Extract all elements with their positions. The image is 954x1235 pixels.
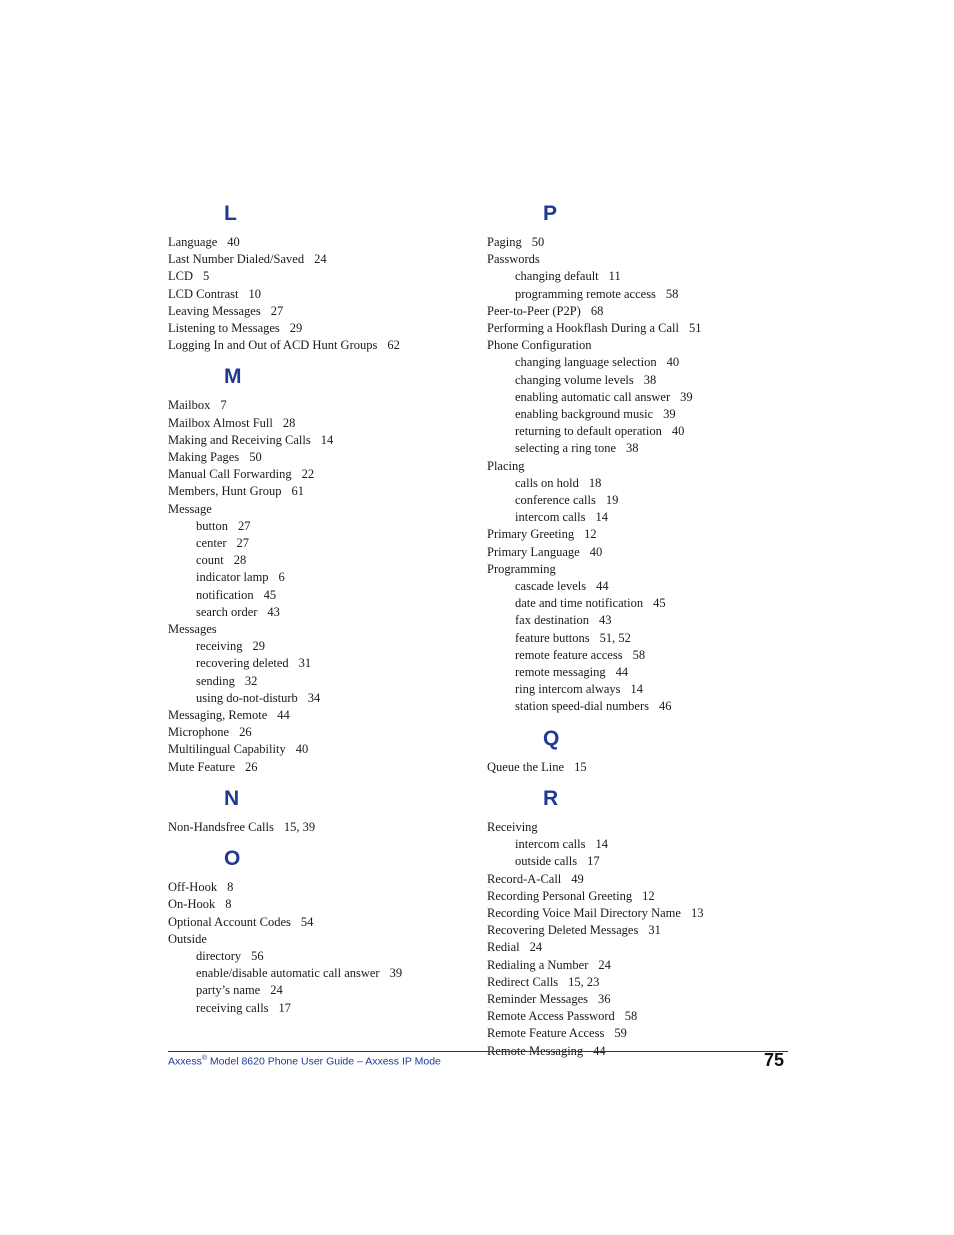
index-page-ref: 13 — [690, 905, 704, 920]
index-term: count — [196, 553, 224, 568]
index-term: indicator lamp — [196, 570, 269, 585]
index-term: Primary Greeting — [487, 527, 575, 542]
index-subentry — [487, 612, 807, 629]
index-term: receiving calls — [196, 1000, 269, 1015]
footer-guide-title: Model 8620 Phone User Guide – Axxess IP Mode — [207, 1055, 441, 1068]
index-term: using do-not-disturb — [196, 690, 298, 705]
index-page-ref: 26 — [239, 725, 252, 740]
index-page-ref: 40 — [589, 544, 603, 559]
index-page-ref: 44 — [277, 708, 290, 723]
index-term: Programming — [487, 561, 556, 576]
index-page-ref: 15, 23 — [568, 974, 600, 989]
index-page-ref: 27 — [270, 303, 284, 318]
index-term: fax destination — [515, 613, 589, 628]
index-page-ref: 46 — [659, 699, 672, 714]
index-term: Mailbox Almost Full — [168, 415, 273, 430]
index-term: Optional Account Codes — [168, 914, 291, 929]
index-page-ref: 14 — [595, 510, 608, 525]
index-entry — [487, 991, 807, 1008]
index-term: enabling automatic call answer — [515, 389, 671, 404]
index-page-ref: 15, 39 — [283, 819, 316, 834]
index-entry — [487, 905, 807, 922]
index-page-ref: 40 — [666, 355, 680, 370]
index-term: ring intercom always — [515, 682, 621, 697]
index-term: remote feature access — [515, 647, 623, 662]
index-page-ref: 22 — [301, 467, 315, 482]
index-term: Redirect Calls — [487, 974, 559, 989]
index-entry — [487, 458, 807, 475]
index-subentry — [168, 965, 478, 982]
index-page-ref: 43 — [267, 604, 280, 619]
footer-brand: Axxess — [168, 1055, 202, 1068]
index-page-ref: 8 — [225, 897, 232, 912]
index-subentry — [487, 268, 807, 285]
index-term: Receiving — [487, 819, 538, 834]
index-term: Messaging, Remote — [168, 708, 268, 723]
index-page-ref: 5 — [203, 269, 210, 284]
index-entry — [168, 466, 478, 483]
index-page-ref: 31 — [298, 656, 312, 671]
index-page-ref: 32 — [244, 673, 258, 688]
index-term: changing volume levels — [515, 372, 634, 387]
index-page-ref: 7 — [220, 398, 227, 413]
index-entry — [168, 914, 478, 931]
index-subentry — [487, 509, 807, 526]
index-subentry — [487, 647, 807, 664]
index-subentry — [487, 440, 807, 457]
index-section-r — [487, 785, 807, 1060]
index-term: Redialing a Number — [487, 957, 589, 972]
index-page-ref: 12 — [584, 527, 597, 542]
index-entry — [168, 741, 478, 758]
index-subentry — [487, 389, 807, 406]
index-entry — [487, 303, 807, 320]
index-subentry — [487, 681, 807, 698]
index-term: Peer-to-Peer (P2P) — [487, 303, 581, 318]
index-subentry — [487, 853, 807, 870]
index-term: button — [196, 518, 228, 533]
footer-rule — [168, 1051, 788, 1052]
index-page-ref: 36 — [598, 991, 611, 1006]
index-term: Phone Configuration — [487, 338, 592, 353]
index-entry — [487, 939, 807, 956]
index-page-ref: 45 — [653, 596, 666, 611]
index-term: Mute Feature — [168, 759, 235, 774]
index-page-ref: 62 — [387, 338, 400, 353]
index-subentry — [487, 372, 807, 389]
index-page-ref: 54 — [300, 914, 314, 929]
index-page-ref: 27 — [236, 536, 250, 551]
index-entry — [487, 561, 807, 578]
index-entry — [168, 415, 478, 432]
index-term: recovering deleted — [196, 656, 289, 671]
index-letter-heading: M — [224, 365, 242, 389]
index-term: enabling background music — [515, 407, 654, 422]
index-entry — [168, 320, 478, 337]
index-term: directory — [196, 948, 242, 963]
index-entry — [168, 501, 478, 518]
index-entry — [168, 286, 478, 303]
index-entry — [487, 759, 807, 776]
index-page-ref: 58 — [632, 647, 646, 662]
index-term: Logging In and Out of ACD Hunt Groups — [168, 338, 378, 353]
index-entry — [487, 974, 807, 991]
index-page-ref: 24 — [598, 957, 611, 972]
index-subentry — [487, 492, 807, 509]
index-term: Queue the Line — [487, 759, 565, 774]
index-subentry — [168, 948, 478, 965]
index-page-ref: 19 — [605, 493, 619, 508]
index-entry — [487, 1008, 807, 1025]
index-term: Redial — [487, 940, 520, 955]
index-page-ref: 56 — [251, 948, 264, 963]
index-page-ref: 51 — [688, 321, 702, 336]
index-page-ref: 8 — [227, 880, 234, 895]
index-subentry — [168, 638, 478, 655]
index-term: Mailbox — [168, 398, 211, 413]
index-page-ref: 39 — [663, 407, 676, 422]
index-term: enable/disable automatic call answer — [196, 966, 380, 981]
index-term: Non-Handsfree Calls — [168, 819, 274, 834]
index-page-ref: 38 — [643, 372, 657, 387]
index-term: LCD — [168, 269, 193, 284]
index-page-ref: 34 — [307, 690, 321, 705]
index-page-ref: 14 — [320, 432, 334, 447]
index-term: Microphone — [168, 725, 230, 740]
index-page-ref: 59 — [614, 1026, 627, 1041]
index-entry — [487, 957, 807, 974]
index-section-p — [487, 200, 807, 716]
index-letter-heading: N — [224, 786, 240, 810]
index-subentry — [168, 604, 478, 621]
index-page-ref: 51, 52 — [599, 630, 631, 645]
index-term: returning to default operation — [515, 424, 662, 439]
index-entry — [487, 320, 807, 337]
index-term: Manual Call Forwarding — [168, 467, 292, 482]
index-page-ref: 18 — [588, 475, 602, 490]
index-subentry — [487, 698, 807, 715]
index-entry — [487, 234, 807, 251]
index-term: Placing — [487, 458, 525, 473]
index-term: Remote Access Password — [487, 1009, 615, 1024]
index-entry — [168, 268, 478, 285]
index-subentry — [168, 673, 478, 690]
index-entry — [168, 759, 478, 776]
index-entry — [168, 397, 478, 414]
index-term: Outside — [168, 931, 207, 946]
index-term: intercom calls — [515, 510, 586, 525]
index-subentry — [487, 475, 807, 492]
index-term: changing language selection — [515, 355, 657, 370]
index-letter-heading: P — [543, 202, 558, 225]
index-term: remote messaging — [515, 665, 606, 680]
index-term: Leaving Messages — [168, 303, 261, 318]
index-subentry — [168, 552, 478, 569]
index-page-ref: 68 — [590, 303, 604, 318]
index-term: sending — [196, 673, 235, 688]
index-term: Language — [168, 235, 218, 249]
index-term: Reminder Messages — [487, 991, 589, 1006]
index-subentry — [487, 664, 807, 681]
index-page-ref: 28 — [233, 553, 247, 568]
index-term: selecting a ring tone — [515, 441, 617, 456]
index-page-ref: 28 — [282, 415, 296, 430]
index-term: Making Pages — [168, 450, 240, 465]
index-entry — [487, 526, 807, 543]
index-page-ref: 11 — [608, 269, 621, 284]
index-page-ref: 39 — [680, 389, 693, 404]
index-entry — [168, 896, 478, 913]
index-page-ref: 31 — [648, 923, 661, 938]
index-page-ref: 10 — [248, 286, 261, 301]
index-page-ref: 14 — [630, 682, 644, 697]
index-entry — [168, 879, 478, 896]
index-term: LCD Contrast — [168, 286, 239, 301]
index-entry — [168, 483, 478, 500]
index-page-ref: 50 — [249, 450, 262, 465]
index-term: receiving — [196, 639, 243, 654]
index-subentry — [487, 836, 807, 853]
index-page-ref: 12 — [642, 888, 655, 903]
index-page-ref: 44 — [596, 579, 609, 594]
index-page-ref: 40 — [671, 424, 685, 439]
index-page-ref: 61 — [291, 484, 305, 499]
index-term: conference calls — [515, 493, 596, 508]
index-entry — [168, 449, 478, 466]
index-page-ref: 29 — [289, 321, 303, 336]
index-entry — [168, 707, 478, 724]
index-entry — [487, 888, 807, 905]
index-entry — [487, 251, 807, 268]
index-term: Record-A-Call — [487, 871, 562, 886]
index-entry — [487, 922, 807, 939]
page-number: 75 — [764, 1050, 785, 1070]
index-page-ref: 27 — [237, 518, 251, 533]
index-page-ref: 49 — [571, 871, 584, 886]
index-term: Off-Hook — [168, 880, 218, 895]
index-term: Members, Hunt Group — [168, 484, 282, 499]
index-page-ref: 24 — [529, 940, 543, 955]
index-term: Remote Feature Access — [487, 1026, 605, 1041]
index-term: station speed-dial numbers — [515, 699, 649, 714]
index-page-ref: 44 — [593, 1043, 606, 1058]
index-page-ref: 50 — [531, 235, 545, 249]
index-term: Multilingual Capability — [168, 742, 286, 757]
index-entry — [168, 819, 478, 836]
index-page-ref: 44 — [615, 665, 629, 680]
index-entry — [487, 871, 807, 888]
index-term: Recording Voice Mail Directory Name — [487, 905, 681, 920]
footer-reg-mark: ® — [201, 1055, 208, 1062]
index-term: feature buttons — [515, 630, 590, 645]
index-page-ref: 43 — [598, 613, 612, 628]
index-term: intercom calls — [515, 837, 586, 852]
index-subentry — [487, 354, 807, 371]
index-entry — [168, 234, 478, 251]
index-term: Remote Messaging — [487, 1043, 584, 1058]
index-section-q — [487, 725, 807, 776]
index-subentry — [168, 535, 478, 552]
index-term: Recording Personal Greeting — [487, 888, 633, 903]
index-page-ref: 58 — [665, 286, 679, 301]
index-term: calls on hold — [515, 475, 579, 490]
index-letter-heading: Q — [543, 726, 560, 750]
index-term: cascade levels — [515, 579, 587, 594]
index-section-n — [168, 785, 478, 836]
index-term: Messages — [168, 622, 217, 637]
index-subentry — [487, 406, 807, 423]
index-subentry — [168, 518, 478, 535]
index-entry — [487, 1025, 807, 1042]
index-page-ref: 24 — [314, 252, 327, 267]
index-term: Recovering Deleted Messages — [487, 923, 639, 938]
index-page-ref: 26 — [245, 759, 258, 774]
index-term: outside calls — [515, 854, 578, 869]
index-entry — [168, 724, 478, 741]
index-entry — [168, 931, 478, 948]
index-letter-heading: L — [224, 202, 237, 225]
index-section-m — [168, 363, 478, 775]
index-page-ref: 40 — [295, 742, 309, 757]
index-term: Making and Receiving Calls — [168, 432, 311, 447]
index-page-ref: 45 — [263, 587, 277, 602]
index-term: On-Hook — [168, 897, 216, 912]
index-entry — [168, 337, 478, 354]
index-subentry — [487, 423, 807, 440]
index-term: party’s name — [196, 983, 261, 998]
index-page-ref: 38 — [626, 441, 639, 456]
index-page-ref: 40 — [227, 235, 240, 249]
index-entry — [168, 432, 478, 449]
index-term: notification — [196, 587, 254, 602]
index-page-ref: 17 — [278, 1000, 292, 1015]
index-subentry — [168, 690, 478, 707]
index-term: center — [196, 536, 227, 551]
index-subentry — [168, 569, 478, 586]
index-term: date and time notification — [515, 596, 644, 611]
index-letter-heading: R — [543, 786, 559, 810]
index-subentry — [168, 982, 478, 999]
index-term: Passwords — [487, 252, 540, 267]
index-page-ref: 17 — [587, 854, 600, 869]
index-entry — [168, 251, 478, 268]
index-subentry — [168, 1000, 478, 1017]
index-page-ref: 24 — [270, 983, 283, 998]
index-term: Performing a Hookflash During a Call — [487, 321, 679, 336]
index-entry — [487, 544, 807, 561]
index-entry — [168, 303, 478, 320]
index-term: Paging — [487, 235, 522, 249]
index-entry — [168, 621, 478, 638]
index-term: Message — [168, 501, 212, 516]
index-subentry — [487, 286, 807, 303]
index-term: changing default — [515, 269, 599, 284]
index-section-o — [168, 845, 478, 1017]
index-column-left — [168, 200, 478, 1017]
index-section-l — [168, 200, 478, 354]
index-page-ref: 29 — [252, 639, 266, 654]
index-page-ref: 39 — [389, 966, 403, 981]
index-entry — [487, 819, 807, 836]
index-entry — [487, 337, 807, 354]
index-column-right — [487, 200, 807, 1060]
footer-title — [168, 1055, 441, 1068]
index-subentry — [487, 630, 807, 647]
index-page-ref: 14 — [595, 837, 608, 852]
index-subentry — [487, 578, 807, 595]
index-term: Last Number Dialed/Saved — [168, 252, 305, 267]
index-term: search order — [196, 604, 258, 619]
index-letter-heading: O — [224, 847, 241, 871]
index-page-ref: 58 — [624, 1009, 638, 1024]
index-page-ref: 15 — [574, 759, 587, 774]
index-term: Primary Language — [487, 544, 580, 559]
index-term: Listening to Messages — [168, 321, 280, 336]
index-subentry — [168, 655, 478, 672]
index-subentry — [168, 587, 478, 604]
index-page-ref: 6 — [278, 570, 285, 585]
index-subentry — [487, 595, 807, 612]
index-term: programming remote access — [515, 286, 656, 301]
